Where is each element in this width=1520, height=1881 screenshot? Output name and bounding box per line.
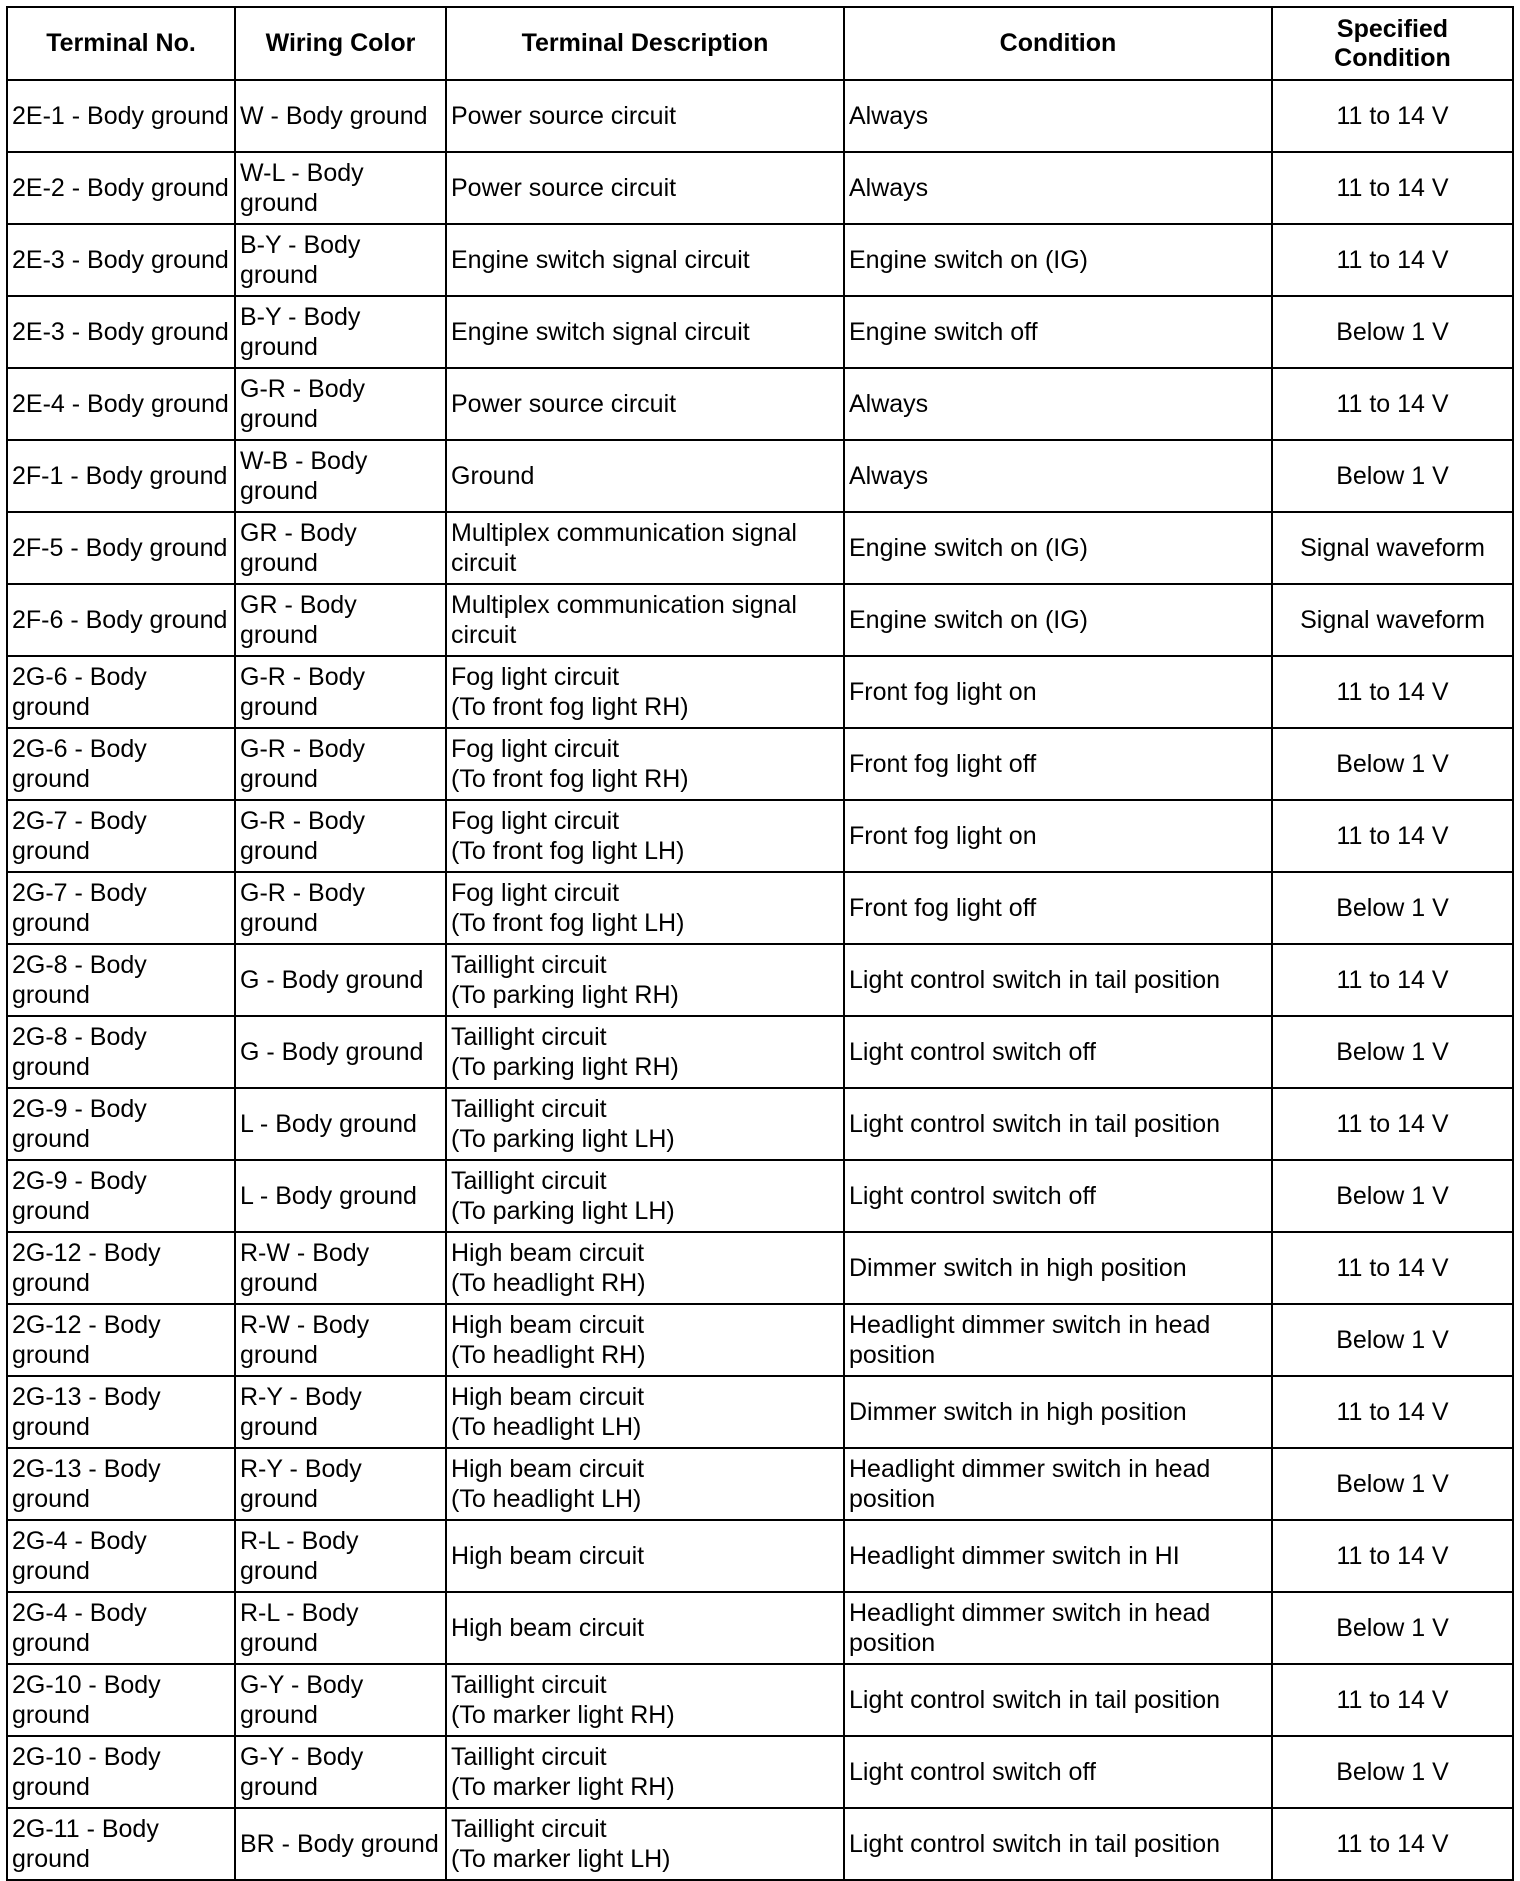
header-specified-condition: Specified Condition bbox=[1272, 7, 1513, 80]
terminal-cell: 2G-13 - Body ground bbox=[7, 1376, 235, 1448]
wiring-color-cell: W-B - Body ground bbox=[235, 440, 446, 512]
table-row bbox=[7, 80, 1513, 152]
condition-cell: Light control switch off bbox=[844, 1736, 1272, 1808]
terminal-cell: 2G-6 - Body ground bbox=[7, 728, 235, 800]
description-cell bbox=[446, 872, 844, 944]
table-row bbox=[7, 1664, 1513, 1736]
table-row bbox=[7, 1592, 1513, 1664]
description-line: High beam circuit bbox=[451, 1542, 645, 1570]
terminal-cell: 2G-9 - Body ground bbox=[7, 1088, 235, 1160]
table-row bbox=[7, 1160, 1513, 1232]
wiring-color-cell: GR - Body ground bbox=[235, 584, 446, 656]
specified-condition-cell: 11 to 14 V bbox=[1272, 1808, 1513, 1880]
terminal-cell: 2G-6 - Body ground bbox=[7, 656, 235, 728]
specified-condition-cell: Below 1 V bbox=[1272, 1304, 1513, 1376]
specified-condition-cell: 11 to 14 V bbox=[1272, 1664, 1513, 1736]
specified-condition-cell: 11 to 14 V bbox=[1272, 944, 1513, 1016]
description-subline: (To front fog light LH) bbox=[451, 837, 685, 865]
description-line: Taillight circuit bbox=[451, 1743, 607, 1771]
description-line: High beam circuit bbox=[451, 1239, 645, 1267]
description-cell bbox=[446, 1232, 844, 1304]
table-row bbox=[7, 1376, 1513, 1448]
description-line: Fog light circuit bbox=[451, 879, 620, 907]
terminal-cell: 2G-11 - Body ground bbox=[7, 1808, 235, 1880]
table-row bbox=[7, 1520, 1513, 1592]
terminal-cell: 2F-6 - Body ground bbox=[7, 584, 235, 656]
condition-cell: Dimmer switch in high position bbox=[844, 1376, 1272, 1448]
description-cell bbox=[446, 80, 844, 152]
header-wiring-color: Wiring Color bbox=[235, 7, 446, 80]
specified-condition-cell: Below 1 V bbox=[1272, 1016, 1513, 1088]
description-line: Power source circuit bbox=[451, 102, 677, 130]
terminal-cell: 2E-3 - Body ground bbox=[7, 296, 235, 368]
description-line: Fog light circuit bbox=[451, 735, 620, 763]
specified-condition-cell: 11 to 14 V bbox=[1272, 1376, 1513, 1448]
condition-cell: Light control switch in tail position bbox=[844, 1664, 1272, 1736]
specified-condition-cell: Below 1 V bbox=[1272, 440, 1513, 512]
specified-condition-cell: Signal waveform bbox=[1272, 512, 1513, 584]
description-subline: (To marker light LH) bbox=[451, 1845, 671, 1873]
table-row bbox=[7, 1304, 1513, 1376]
specified-condition-cell: Below 1 V bbox=[1272, 1592, 1513, 1664]
description-subline: (To front fog light LH) bbox=[451, 909, 685, 937]
terminal-cell: 2F-5 - Body ground bbox=[7, 512, 235, 584]
terminal-cell: 2G-8 - Body ground bbox=[7, 1016, 235, 1088]
wiring-color-cell: G-R - Body ground bbox=[235, 800, 446, 872]
description-line: Multiplex communication signal circuit bbox=[451, 591, 797, 649]
description-subline: (To parking light LH) bbox=[451, 1125, 675, 1153]
wiring-color-cell: BR - Body ground bbox=[235, 1808, 446, 1880]
terminal-cell: 2G-12 - Body ground bbox=[7, 1232, 235, 1304]
condition-cell: Dimmer switch in high position bbox=[844, 1232, 1272, 1304]
specified-condition-cell: 11 to 14 V bbox=[1272, 224, 1513, 296]
table-row bbox=[7, 656, 1513, 728]
description-line: Taillight circuit bbox=[451, 1167, 607, 1195]
condition-cell: Engine switch on (IG) bbox=[844, 224, 1272, 296]
description-subline: (To headlight LH) bbox=[451, 1413, 642, 1441]
terminal-cell: 2G-12 - Body ground bbox=[7, 1304, 235, 1376]
description-line: Taillight circuit bbox=[451, 1815, 607, 1843]
description-cell bbox=[446, 1376, 844, 1448]
description-cell bbox=[446, 512, 844, 584]
description-subline: (To front fog light RH) bbox=[451, 693, 689, 721]
description-cell bbox=[446, 656, 844, 728]
table-row bbox=[7, 800, 1513, 872]
description-subline: (To parking light RH) bbox=[451, 981, 679, 1009]
specified-condition-cell: 11 to 14 V bbox=[1272, 656, 1513, 728]
table-row bbox=[7, 512, 1513, 584]
header-terminal-no: Terminal No. bbox=[7, 7, 235, 80]
description-line: Taillight circuit bbox=[451, 1671, 607, 1699]
table-body bbox=[7, 80, 1513, 1880]
description-cell bbox=[446, 1808, 844, 1880]
description-line: Taillight circuit bbox=[451, 1023, 607, 1051]
terminal-cell: 2E-1 - Body ground bbox=[7, 80, 235, 152]
condition-cell: Always bbox=[844, 80, 1272, 152]
description-line: Engine switch signal circuit bbox=[451, 318, 750, 346]
condition-cell: Headlight dimmer switch in head position bbox=[844, 1448, 1272, 1520]
description-subline: (To front fog light RH) bbox=[451, 765, 689, 793]
description-cell bbox=[446, 1736, 844, 1808]
wiring-color-cell: R-L - Body ground bbox=[235, 1520, 446, 1592]
description-cell bbox=[446, 1088, 844, 1160]
condition-cell: Engine switch off bbox=[844, 296, 1272, 368]
condition-cell: Light control switch off bbox=[844, 1160, 1272, 1232]
header-terminal-description: Terminal Description bbox=[446, 7, 844, 80]
condition-cell: Front fog light off bbox=[844, 872, 1272, 944]
description-line: Engine switch signal circuit bbox=[451, 246, 750, 274]
terminal-cell: 2G-4 - Body ground bbox=[7, 1592, 235, 1664]
header-row bbox=[7, 7, 1513, 80]
wiring-color-cell: GR - Body ground bbox=[235, 512, 446, 584]
specified-condition-cell: 11 to 14 V bbox=[1272, 1088, 1513, 1160]
description-cell bbox=[446, 152, 844, 224]
condition-cell: Headlight dimmer switch in head position bbox=[844, 1304, 1272, 1376]
table-row bbox=[7, 728, 1513, 800]
table-row bbox=[7, 1232, 1513, 1304]
wiring-color-cell: G-R - Body ground bbox=[235, 368, 446, 440]
table-row bbox=[7, 1016, 1513, 1088]
description-cell bbox=[446, 1304, 844, 1376]
specified-condition-cell: 11 to 14 V bbox=[1272, 152, 1513, 224]
wiring-color-cell: G-Y - Body ground bbox=[235, 1736, 446, 1808]
description-subline: (To marker light RH) bbox=[451, 1701, 675, 1729]
condition-cell: Headlight dimmer switch in head position bbox=[844, 1592, 1272, 1664]
specified-condition-cell: Below 1 V bbox=[1272, 296, 1513, 368]
wiring-color-cell: R-L - Body ground bbox=[235, 1592, 446, 1664]
table-row bbox=[7, 1448, 1513, 1520]
condition-cell: Always bbox=[844, 368, 1272, 440]
table-row bbox=[7, 152, 1513, 224]
specified-condition-cell: Below 1 V bbox=[1272, 872, 1513, 944]
description-cell bbox=[446, 1592, 844, 1664]
terminal-cell: 2E-2 - Body ground bbox=[7, 152, 235, 224]
specified-condition-cell: Below 1 V bbox=[1272, 1448, 1513, 1520]
description-line: High beam circuit bbox=[451, 1383, 645, 1411]
description-line: High beam circuit bbox=[451, 1455, 645, 1483]
terminal-cell: 2G-10 - Body ground bbox=[7, 1664, 235, 1736]
table-row bbox=[7, 296, 1513, 368]
description-cell bbox=[446, 1664, 844, 1736]
description-cell bbox=[446, 440, 844, 512]
description-subline: (To parking light RH) bbox=[451, 1053, 679, 1081]
table-row bbox=[7, 1808, 1513, 1880]
description-subline: (To headlight RH) bbox=[451, 1341, 646, 1369]
terminal-cell: 2G-13 - Body ground bbox=[7, 1448, 235, 1520]
condition-cell: Engine switch on (IG) bbox=[844, 584, 1272, 656]
description-cell bbox=[446, 944, 844, 1016]
wiring-color-cell: R-W - Body ground bbox=[235, 1232, 446, 1304]
wiring-color-cell: L - Body ground bbox=[235, 1088, 446, 1160]
description-line: Fog light circuit bbox=[451, 807, 620, 835]
description-cell bbox=[446, 1520, 844, 1592]
description-cell bbox=[446, 728, 844, 800]
wiring-color-cell: R-Y - Body ground bbox=[235, 1448, 446, 1520]
description-line: Power source circuit bbox=[451, 390, 677, 418]
table-row bbox=[7, 224, 1513, 296]
description-cell bbox=[446, 584, 844, 656]
specified-condition-cell: 11 to 14 V bbox=[1272, 800, 1513, 872]
wiring-color-cell: G-Y - Body ground bbox=[235, 1664, 446, 1736]
description-line: High beam circuit bbox=[451, 1614, 645, 1642]
description-cell bbox=[446, 1160, 844, 1232]
terminal-cell: 2F-1 - Body ground bbox=[7, 440, 235, 512]
specified-condition-cell: Signal waveform bbox=[1272, 584, 1513, 656]
condition-cell: Always bbox=[844, 440, 1272, 512]
condition-cell: Front fog light on bbox=[844, 656, 1272, 728]
wiring-color-cell: G - Body ground bbox=[235, 1016, 446, 1088]
specified-condition-cell: 11 to 14 V bbox=[1272, 1520, 1513, 1592]
specified-condition-cell: Below 1 V bbox=[1272, 1736, 1513, 1808]
wiring-color-cell: R-Y - Body ground bbox=[235, 1376, 446, 1448]
description-subline: (To headlight LH) bbox=[451, 1485, 642, 1513]
terminal-cell: 2G-7 - Body ground bbox=[7, 800, 235, 872]
table-row bbox=[7, 872, 1513, 944]
specified-condition-cell: Below 1 V bbox=[1272, 728, 1513, 800]
specified-condition-cell: Below 1 V bbox=[1272, 1160, 1513, 1232]
specified-condition-cell: 11 to 14 V bbox=[1272, 368, 1513, 440]
specified-condition-cell: 11 to 14 V bbox=[1272, 1232, 1513, 1304]
terminal-cell: 2G-7 - Body ground bbox=[7, 872, 235, 944]
description-line: Taillight circuit bbox=[451, 951, 607, 979]
description-line: Fog light circuit bbox=[451, 663, 620, 691]
wiring-color-cell: G-R - Body ground bbox=[235, 728, 446, 800]
condition-cell: Front fog light on bbox=[844, 800, 1272, 872]
description-cell bbox=[446, 1016, 844, 1088]
table-row bbox=[7, 440, 1513, 512]
table-row bbox=[7, 584, 1513, 656]
condition-cell: Always bbox=[844, 152, 1272, 224]
terminal-spec-sheet bbox=[6, 6, 1512, 1873]
terminal-cell: 2G-8 - Body ground bbox=[7, 944, 235, 1016]
condition-cell: Light control switch in tail position bbox=[844, 944, 1272, 1016]
description-cell bbox=[446, 296, 844, 368]
description-line: Taillight circuit bbox=[451, 1095, 607, 1123]
description-line: High beam circuit bbox=[451, 1311, 645, 1339]
table-row bbox=[7, 368, 1513, 440]
terminal-cell: 2G-10 - Body ground bbox=[7, 1736, 235, 1808]
table-row bbox=[7, 1088, 1513, 1160]
condition-cell: Engine switch on (IG) bbox=[844, 512, 1272, 584]
description-line: Ground bbox=[451, 462, 535, 490]
header-condition: Condition bbox=[844, 7, 1272, 80]
condition-cell: Front fog light off bbox=[844, 728, 1272, 800]
wiring-color-cell: G-R - Body ground bbox=[235, 872, 446, 944]
terminal-cell: 2G-4 - Body ground bbox=[7, 1520, 235, 1592]
wiring-color-cell: R-W - Body ground bbox=[235, 1304, 446, 1376]
description-cell bbox=[446, 368, 844, 440]
description-subline: (To headlight RH) bbox=[451, 1269, 646, 1297]
wiring-color-cell: B-Y - Body ground bbox=[235, 224, 446, 296]
description-subline: (To parking light LH) bbox=[451, 1197, 675, 1225]
description-cell bbox=[446, 224, 844, 296]
wiring-color-cell: G-R - Body ground bbox=[235, 656, 446, 728]
terminal-cell: 2G-9 - Body ground bbox=[7, 1160, 235, 1232]
wiring-color-cell: W-L - Body ground bbox=[235, 152, 446, 224]
terminal-cell: 2E-4 - Body ground bbox=[7, 368, 235, 440]
condition-cell: Light control switch off bbox=[844, 1016, 1272, 1088]
terminal-spec-table bbox=[6, 6, 1514, 1881]
specified-condition-cell: 11 to 14 V bbox=[1272, 80, 1513, 152]
condition-cell: Light control switch in tail position bbox=[844, 1808, 1272, 1880]
wiring-color-cell: L - Body ground bbox=[235, 1160, 446, 1232]
wiring-color-cell: B-Y - Body ground bbox=[235, 296, 446, 368]
condition-cell: Headlight dimmer switch in HI bbox=[844, 1520, 1272, 1592]
table-row bbox=[7, 944, 1513, 1016]
wiring-color-cell: G - Body ground bbox=[235, 944, 446, 1016]
description-line: Power source circuit bbox=[451, 174, 677, 202]
terminal-cell: 2E-3 - Body ground bbox=[7, 224, 235, 296]
table-row bbox=[7, 1736, 1513, 1808]
description-line: Multiplex communication signal circuit bbox=[451, 519, 797, 577]
condition-cell: Light control switch in tail position bbox=[844, 1088, 1272, 1160]
description-cell bbox=[446, 1448, 844, 1520]
description-subline: (To marker light RH) bbox=[451, 1773, 675, 1801]
wiring-color-cell: W - Body ground bbox=[235, 80, 446, 152]
description-cell bbox=[446, 800, 844, 872]
